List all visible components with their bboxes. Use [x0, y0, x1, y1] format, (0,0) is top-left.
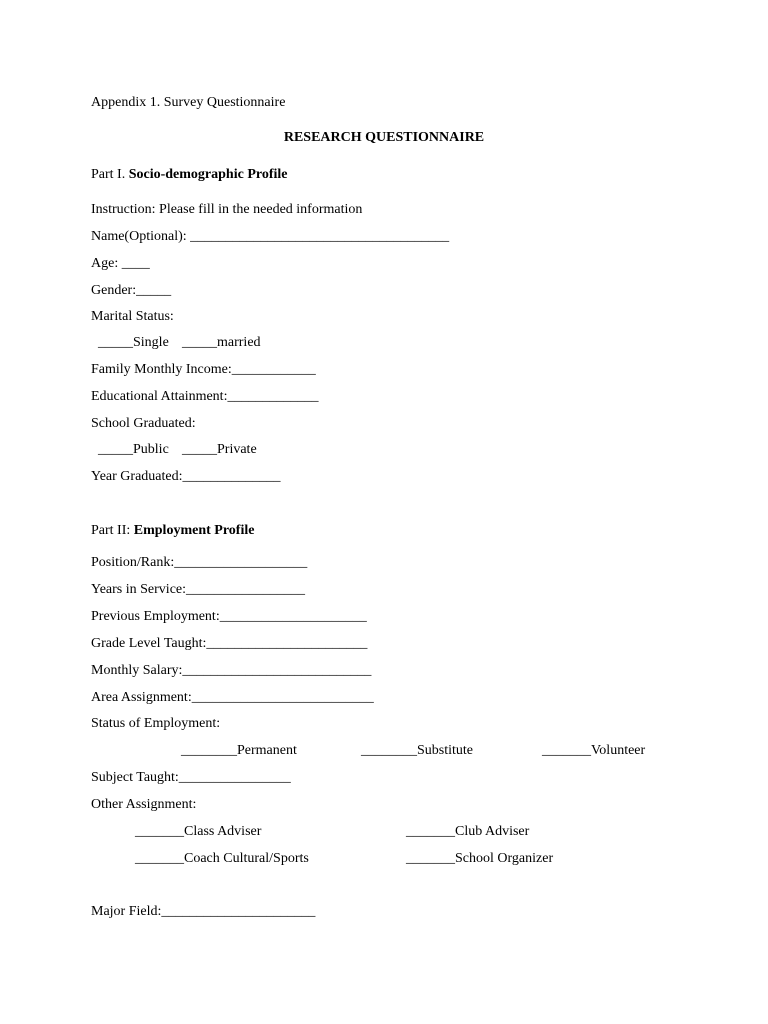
- position-field[interactable]: Position/Rank:___________________: [91, 555, 308, 570]
- public-option[interactable]: _____Public: [98, 442, 169, 457]
- part2-title: Employment Profile: [133, 523, 255, 538]
- document-title: RESEARCH QUESTIONNAIRE: [283, 130, 485, 145]
- education-field[interactable]: Educational Attainment:_____________: [91, 389, 319, 404]
- name-field[interactable]: Name(Optional): _____________________________________: [91, 229, 450, 244]
- club-adviser-option[interactable]: _______Club Adviser: [406, 824, 530, 839]
- part2-heading: [91, 523, 254, 539]
- volunteer-option[interactable]: _______Volunteer: [542, 743, 646, 758]
- monthly-salary-field[interactable]: Monthly Salary:___________________________: [91, 663, 372, 678]
- class-adviser-option[interactable]: _______Class Adviser: [135, 824, 262, 839]
- appendix-label: Appendix 1. Survey Questionnaire: [91, 95, 286, 110]
- school-graduated-label: School Graduated:: [91, 416, 196, 431]
- coach-option[interactable]: _______Coach Cultural/Sports: [135, 851, 309, 866]
- subject-taught-field[interactable]: Subject Taught:________________: [91, 770, 291, 785]
- part1-heading: [91, 167, 288, 183]
- part1-prefix: Part I.: [91, 167, 129, 182]
- married-option[interactable]: _____married: [182, 335, 261, 350]
- years-service-field[interactable]: Years in Service:_________________: [91, 582, 306, 597]
- permanent-option[interactable]: ________Permanent: [181, 743, 297, 758]
- grade-level-field[interactable]: Grade Level Taught:_______________________: [91, 636, 368, 651]
- instruction-text: Instruction: Please fill in the needed information: [91, 202, 363, 217]
- status-employment-label: Status of Employment:: [91, 716, 221, 731]
- previous-employment-field[interactable]: Previous Employment:_____________________: [91, 609, 367, 624]
- area-assignment-field[interactable]: Area Assignment:__________________________: [91, 690, 374, 705]
- age-field[interactable]: Age: ____: [91, 256, 150, 271]
- part1-title: Socio-demographic Profile: [128, 167, 288, 182]
- part2-prefix: Part II:: [91, 523, 134, 538]
- marital-status-label: Marital Status:: [91, 309, 174, 324]
- private-option[interactable]: _____Private: [182, 442, 257, 457]
- income-field[interactable]: Family Monthly Income:____________: [91, 362, 316, 377]
- single-option[interactable]: _____Single: [98, 335, 169, 350]
- other-assignment-label: Other Assignment:: [91, 797, 197, 812]
- substitute-option[interactable]: ________Substitute: [361, 743, 474, 758]
- year-graduated-field[interactable]: Year Graduated:______________: [91, 469, 281, 484]
- gender-field[interactable]: Gender:_____: [91, 283, 172, 298]
- major-field[interactable]: Major Field:______________________: [91, 904, 316, 919]
- school-organizer-option[interactable]: _______School Organizer: [406, 851, 554, 866]
